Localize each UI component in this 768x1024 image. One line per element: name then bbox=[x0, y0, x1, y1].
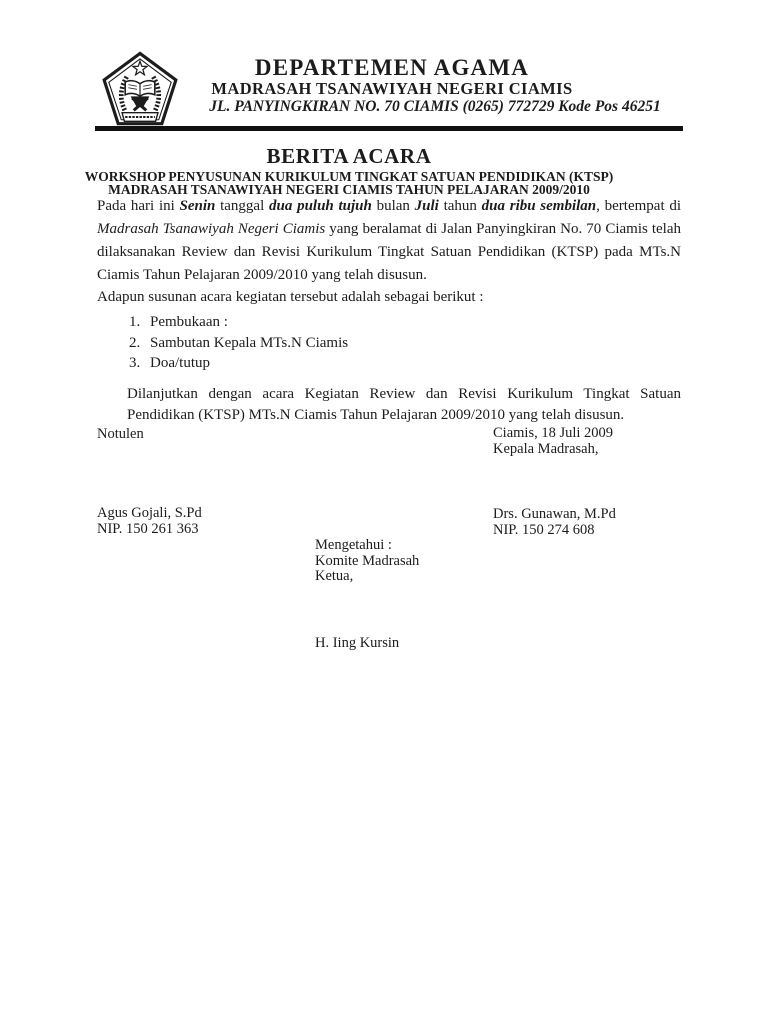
letterhead-text bbox=[95, 55, 689, 115]
p1-text: Pada hari ini bbox=[97, 198, 180, 214]
letterhead-school: MADRASAH TSANAWIYAH NEGERI CIAMIS bbox=[211, 79, 573, 98]
document-subtitle-1: WORKSHOP PENYUSUNAN KURIKULUM TINGKAT SATUAN PENDIDIKAN (KTSP) bbox=[84, 169, 614, 184]
p1-place: Madrasah Tsanawiyah Negeri Ciamis bbox=[97, 221, 326, 237]
signature-right-role: Kepala Madrasah, bbox=[493, 440, 599, 457]
signature-left-identity bbox=[97, 506, 202, 537]
p1-text: yang beralamat di Jalan Panyingkiran No. 70 Ciamis telah dilaksanakan Review dan Revisi Kurikulum Tingkat Satuan Pendidikan (KTSP) pada MTs.N Ciamis Tahun Pelajaran 2009/2010 yang telah disusun. bbox=[97, 221, 682, 283]
p1-text: tahun bbox=[438, 198, 482, 214]
document-title: BERITA ACARA bbox=[266, 144, 432, 168]
closing-paragraph: Dilanjutkan dengan acara Kegiatan Review dan Revisi Kurikulum Tingkat Satuan Pendidikan (KTSP) MTs.N Ciamis Tahun Pelajaran 2009/2010 yang telah disusun. bbox=[127, 385, 681, 423]
agenda-item-number: 1. bbox=[129, 314, 141, 330]
document-body bbox=[97, 195, 681, 426]
signature-center-heading: Mengetahui : bbox=[315, 537, 392, 553]
letterhead-address: JL. PANYINGKIRAN NO. 70 CIAMIS (0265) 772729 Kode Pos 46251 bbox=[209, 98, 661, 115]
signature-center-org: Komite Madrasah bbox=[315, 552, 420, 569]
p1-text: , bertempat di bbox=[596, 198, 682, 214]
signature-left-name: Agus Gojali, S.Pd bbox=[97, 505, 202, 521]
agenda-item-number: 2. bbox=[129, 334, 141, 351]
p1-day: Senin bbox=[179, 198, 216, 214]
agenda-item-label: Sambutan Kepala MTs.N Ciamis bbox=[150, 334, 349, 351]
place-date: Ciamis, 18 Juli 2009 bbox=[493, 425, 614, 441]
agenda-item-label: Pembukaan : bbox=[150, 314, 228, 330]
p1-text: bulan bbox=[371, 198, 415, 214]
p1-year: dua ribu sembilan bbox=[481, 198, 597, 214]
agenda-item bbox=[97, 312, 681, 333]
letterhead-org: DEPARTEMEN AGAMA bbox=[254, 55, 530, 80]
p1-month: Juli bbox=[414, 198, 439, 214]
signature-left-nip: NIP. 150 261 363 bbox=[97, 520, 199, 537]
signature-left-role: Notulen bbox=[97, 426, 144, 442]
opening-paragraph bbox=[97, 195, 681, 287]
agenda-item bbox=[97, 333, 681, 354]
agenda-item bbox=[97, 353, 681, 374]
signature-center-role: Ketua, bbox=[315, 568, 354, 584]
signature-right-identity bbox=[493, 507, 616, 538]
p1-text: tanggal bbox=[215, 198, 269, 214]
agenda-item-label: Doa/tutup bbox=[150, 355, 210, 371]
agenda-list bbox=[97, 312, 681, 374]
signature-right-block bbox=[493, 426, 613, 457]
agenda-intro: Adapun susunan acara kegiatan tersebut adalah sebagai berikut : bbox=[97, 289, 484, 305]
agenda-item-number: 3. bbox=[129, 355, 141, 371]
signature-right-nip: NIP. 150 274 608 bbox=[493, 521, 595, 538]
signature-right-name: Drs. Gunawan, M.Pd bbox=[493, 506, 616, 522]
p1-date: dua puluh tujuh bbox=[269, 198, 372, 214]
signature-center-block bbox=[315, 538, 419, 585]
document-subtitle-2: MADRASAH TSANAWIYAH NEGERI CIAMIS TAHUN PELAJARAN 2009/2010 bbox=[108, 182, 590, 197]
title-block bbox=[57, 145, 641, 196]
letterhead-rule bbox=[95, 126, 683, 131]
signature-center-name: H. Iing Kursin bbox=[315, 635, 400, 651]
